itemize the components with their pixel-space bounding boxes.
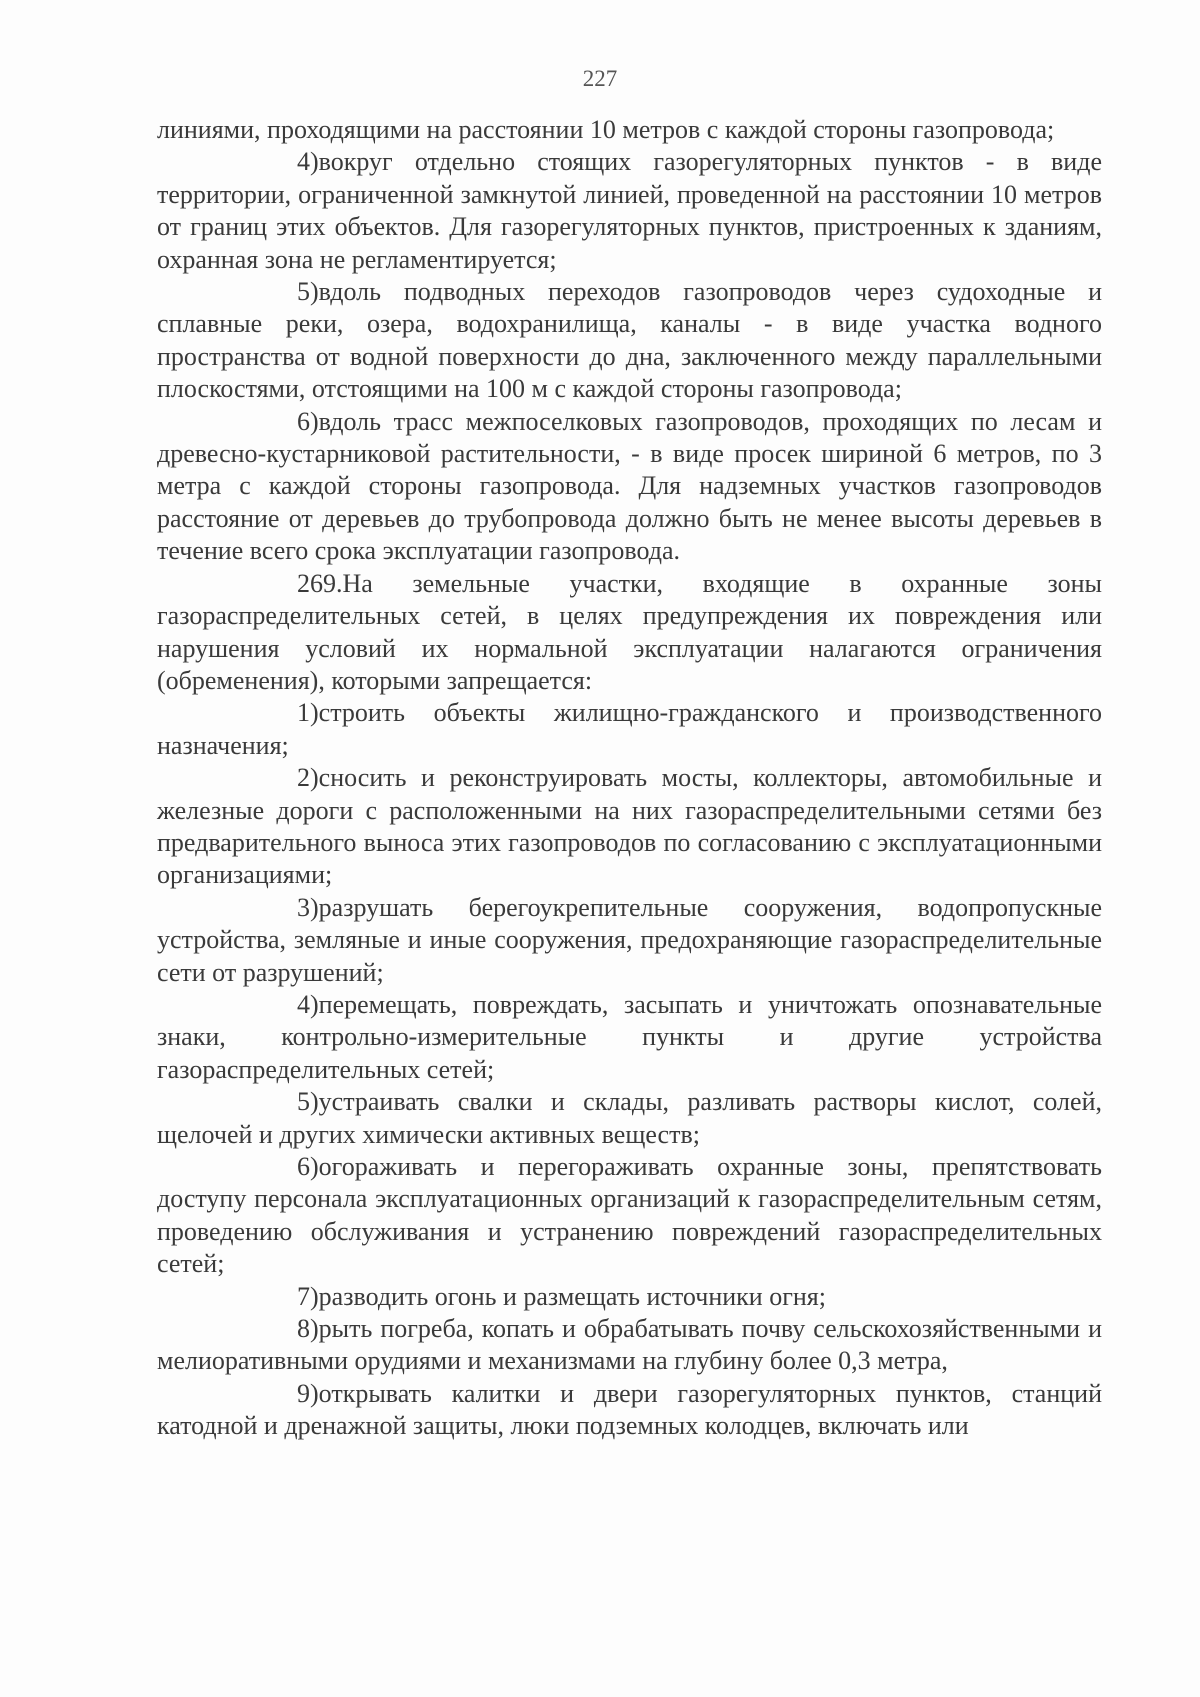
section-paragraph — [157, 568, 1102, 698]
item-number: 6) — [297, 406, 319, 436]
item-number: 6) — [297, 1152, 319, 1181]
item-number: 5) — [297, 277, 319, 307]
item-number: 4) — [297, 989, 319, 1019]
list-item — [157, 276, 1102, 406]
list-item — [157, 1086, 1102, 1151]
item-text: открывать калитки и двери газорегуляторных пунктов, станций катодной и дренажной защиты, люки подземных колодцев, включать или — [157, 1378, 1102, 1441]
item-text: вокруг отдельно стоящих газорегуляторных пунктов - в виде территории, ограниченной замкнутой линией, проведенной на расстоянии 10 метров от границ этих объектов. Для газорегуляторных пунктов, пристроенных к зданиям, охранная зона не регламентируется; — [157, 147, 1102, 274]
item-number: 5) — [297, 1087, 319, 1117]
list-item — [157, 762, 1102, 892]
page-number: 227 — [582, 66, 618, 91]
list-item — [157, 1378, 1102, 1443]
item-text: строить объекты жилищно-гражданского и производственного назначения; — [157, 698, 1102, 760]
item-text: рыть погреба, копать и обрабатывать почву сельскохозяйственными и мелиоративными орудиями и механизмами на глубину более 0,3 метра, — [157, 1314, 1102, 1376]
list-item — [157, 406, 1102, 568]
item-text: вдоль трасс межпоселковых газопроводов, проходящих по лесам и древесно-кустарниковой растительности, - в виде просек шириной 6 метров, по 3 метра с каждой стороны газопровода. Для надземных участков газопроводов расстояние от деревьев до трубопровода должно быть не менее высоты деревьев в течение всего срока эксплуатации газопровода. — [157, 406, 1102, 566]
item-text: вдоль подводных переходов газопроводов через судоходные и сплавные реки, озера, водохранилища, каналы - в виде участка водного пространства от водной поверхности до дна, заключенного между параллельными плоскостями, отстоящими на 100 м с каждой стороны газопровода; — [157, 277, 1102, 404]
item-number: 2) — [297, 763, 319, 793]
list-item — [157, 989, 1102, 1086]
item-text: разводить огонь и размещать источники огня; — [318, 1281, 826, 1311]
item-text: огораживать и перегораживать охранные зоны, препятствовать доступу персонала эксплуатационных организаций к газораспределительным сетям, проведению обслуживания и устранению повреждений газораспределительных сетей; — [157, 1152, 1102, 1279]
item-number: 1) — [297, 698, 319, 728]
list-item — [157, 892, 1102, 989]
section-number: 269. — [297, 568, 343, 598]
paragraph — [157, 114, 1102, 146]
list-item — [157, 1313, 1102, 1378]
paragraph-text: линиями, проходящими на расстоянии 10 метров с каждой стороны газопровода; — [157, 115, 1055, 144]
item-number: 4) — [297, 147, 319, 177]
section-text: На земельные участки, входящие в охранные зоны газораспределительных сетей, в целях предупреждения их повреждения или нарушения условий их нормальной эксплуатации налагаются ограничения (обременения), которыми запрещается: — [157, 568, 1102, 695]
list-item — [157, 697, 1102, 762]
list-item — [157, 1151, 1102, 1281]
item-number: 8) — [297, 1314, 319, 1344]
item-number: 7) — [297, 1281, 319, 1311]
list-item — [157, 146, 1102, 276]
item-number: 9) — [297, 1378, 319, 1408]
item-text: сносить и реконструировать мосты, коллекторы, автомобильные и железные дороги с расположенными на них газораспределительными сетями без предварительного выноса этих газопроводов по согласованию с эксплуатационными организациями; — [157, 763, 1102, 890]
document-body — [157, 114, 1102, 1443]
list-item — [157, 1281, 1102, 1313]
item-text: перемещать, повреждать, засыпать и уничтожать опознавательные знаки, контрольно-измерительные пункты и другие устройства газораспределительных сетей; — [157, 989, 1102, 1084]
item-text: разрушать берегоукрепительные сооружения, водопропускные устройства, земляные и иные сооружения, предохраняющие газораспределительные сети от разрушений; — [157, 892, 1102, 987]
item-text: устраивать свалки и склады, разливать растворы кислот, солей, щелочей и других химически активных веществ; — [157, 1087, 1102, 1149]
item-number: 3) — [297, 892, 319, 922]
